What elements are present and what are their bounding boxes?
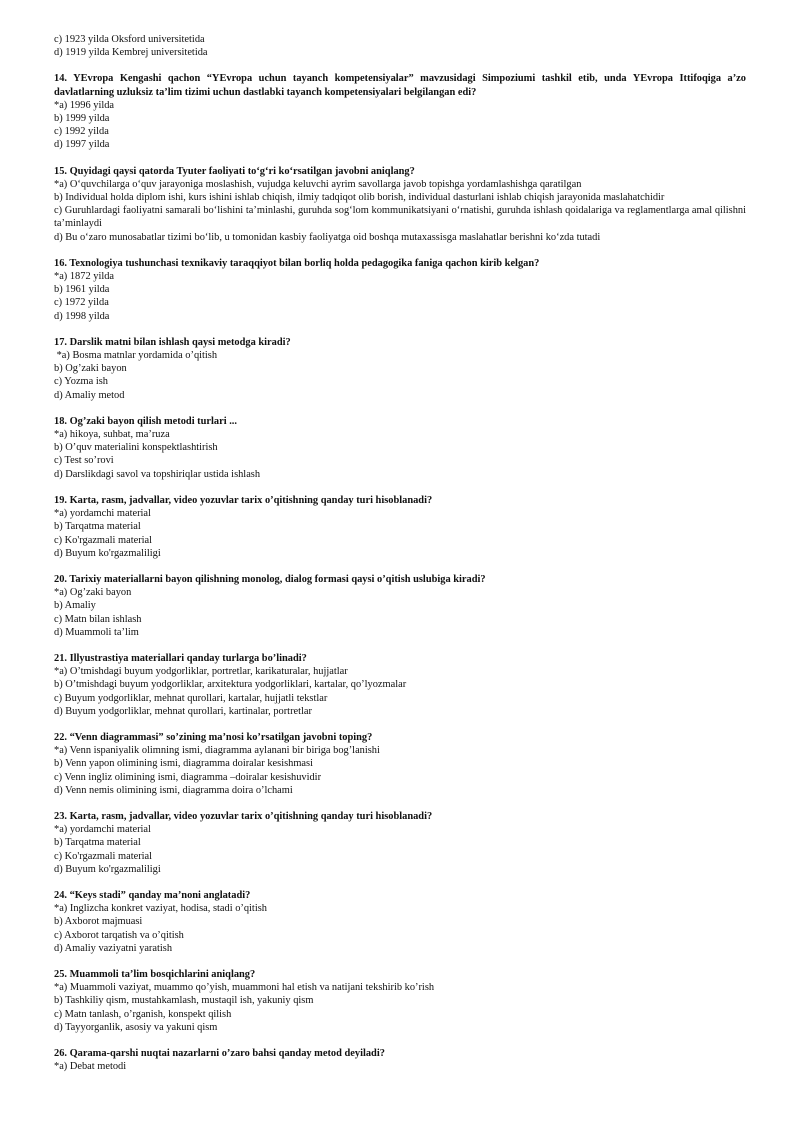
option: c) Yozma ish <box>54 376 108 388</box>
option: b) O’tmishdagi buyum yodgorliklar, arxitektura yodgorliklari, kartalar, qo’lyozmalar <box>54 679 407 691</box>
question-24 <box>54 889 746 955</box>
option: c) 1992 yilda <box>54 126 109 138</box>
question-25 <box>54 968 746 1034</box>
option: b) Axborot majmuasi <box>54 916 143 928</box>
option: *a) Og’zaki bayon <box>54 587 132 599</box>
option: c) Matn tanlash, o’rganish, konspekt qilish <box>54 1008 232 1020</box>
option: d) Tayyorganlik, asosiy va yakuni qism <box>54 1021 218 1033</box>
option: d) 1997 yilda <box>54 139 110 151</box>
question-title: 20. Tarixiy materiallarni bayon qilishning monolog, dialog formasi qaysi o’qitish uslubiga kiradi? <box>54 573 486 585</box>
question-title: 23. Karta, rasm, jadvallar, video yozuvlar tarix o’qitishning qanday turi hisoblanadi? <box>54 810 433 822</box>
option: c) 1923 yilda Oksford universitetida <box>54 34 205 45</box>
option: *a) O‘quvchilarga o‘quv jarayoniga moslashish, vujudga keluvchi ayrim savollarga javob topishga yordamlashishga qaratilgan <box>54 178 582 190</box>
option: *a) yordamchi material <box>54 824 151 836</box>
option: c) Axborot tarqatish va o’qitish <box>54 929 184 941</box>
option: *a) 1996 yilda <box>54 99 115 111</box>
option: c) Buyum yodgorliklar, mehnat qurollari, kartalar, hujjatli tekstlar <box>54 692 328 704</box>
question-title: 25. Muammoli ta’lim bosqichlarini aniqlang? <box>54 968 256 980</box>
question-18 <box>54 415 746 481</box>
option: d) Buyum ko'rgazmaliligi <box>54 547 161 559</box>
option: b) 1999 yilda <box>54 113 110 125</box>
question-title: 22. “Venn diagrammasi” so’zining ma’nosi ko’rsatilgan javobni toping? <box>54 731 373 743</box>
question-title: 24. “Keys stadi” qanday ma’noni anglatadi? <box>54 889 251 901</box>
question-22 <box>54 731 746 797</box>
option: *a) Muammoli vaziyat, muammo qo’yish, muammoni hal etish va natijani tekshirib ko’rish <box>54 982 435 994</box>
option: *a) Venn ispaniyalik olimning ismi, diagramma aylanani bir biriga bog’lanishi <box>54 745 380 757</box>
question-14 <box>54 72 746 151</box>
question-21 <box>54 652 746 718</box>
option: c) Guruhlardagi faoliyatni samarali bo‘lishini ta’minlashi, guruhda sog‘lom kommunikatsiyani o‘rnatishi, guruhda ishlash qoidalariga va reglamentlarga amal qilishni ta’minlaydi <box>54 205 746 230</box>
option: b) Tashkiliy qism, mustahkamlash, mustaqil ish, yakuniy qism <box>54 995 314 1007</box>
question-title: 21. Illyustrastiya materiallari qanday turlarga bo’linadi? <box>54 652 307 664</box>
option: d) Buyum yodgorliklar, mehnat qurollari, kartinalar, portretlar <box>54 705 312 717</box>
question-23 <box>54 810 746 876</box>
option: *a) Bosma matnlar yordamida o’qitish <box>54 350 218 362</box>
option: c) Venn ingliz olimining ismi, diagramma –doiralar kesishuvidir <box>54 771 322 783</box>
option: c) Matn bilan ishlash <box>54 613 142 625</box>
option: d) Amaliy metod <box>54 389 125 401</box>
option: d) Venn nemis olimining ismi, diagramma doira o’lchami <box>54 784 293 796</box>
option: d) Muammoli ta’lim <box>54 626 139 638</box>
option: c) Test so’rovi <box>54 455 114 467</box>
option: b) Tarqatma material <box>54 521 141 533</box>
option: b) 1961 yilda <box>54 284 110 296</box>
question-title: 17. Darslik matni bilan ishlash qaysi metodga kiradi? <box>54 336 291 348</box>
question-26 <box>54 1047 746 1073</box>
question-19 <box>54 494 746 560</box>
question-16 <box>54 257 746 323</box>
option: c) 1972 yilda <box>54 297 109 309</box>
option: d) Darslikdagi savol va topshiriqlar ustida ishlash <box>54 468 261 480</box>
option: *a) Inglizcha konkret vaziyat, hodisa, stadi o’qitish <box>54 903 267 915</box>
option: c) Ko'rgazmali material <box>54 850 153 862</box>
question-15 <box>54 165 746 244</box>
option: b) Og’zaki bayon <box>54 363 127 375</box>
option: b) Individual holda diplom ishi, kurs ishini ishlab chiqish, ilmiy tadqiqot olib borish, individual dasturlani ishlab chiqish jarayonida maslahatchidir <box>54 192 665 204</box>
option: b) O’quv materialini konspektlashtirish <box>54 442 218 454</box>
option: d) Buyum ko'rgazmaliligi <box>54 863 161 875</box>
page-content <box>54 33 746 1073</box>
option: b) Venn yapon olimining ismi, diagramma doiralar kesishmasi <box>54 758 313 770</box>
question-title: 16. Texnologiya tushunchasi texnikaviy taraqqiyot bilan borliq holda pedagogika faniga qachon kirib kelgan? <box>54 257 540 269</box>
question-title: 18. Og’zaki bayon qilish metodi turlari ... <box>54 415 238 427</box>
question-title: 26. Qarama-qarshi nuqtai nazarlarni o’zaro bahsi qanday metod deyiladi? <box>54 1048 385 1059</box>
option: *a) 1872 yilda <box>54 271 115 283</box>
option: *a) Debat metodi <box>54 1061 127 1073</box>
option: d) Bu o‘zaro munosabatlar tizimi bo‘lib, u tomonidan kasbiy faoliyatga oid boshqa mutaxassisga maslahatlar berishni ko‘zda tutadi <box>54 231 601 243</box>
option: *a) O’tmishdagi buyum yodgorliklar, portretlar, karikaturalar, hujjatlar <box>54 666 348 678</box>
option: b) Amaliy <box>54 600 96 612</box>
option: *a) yordamchi material <box>54 508 151 520</box>
question-17 <box>54 336 746 402</box>
question-20 <box>54 573 746 639</box>
question-title: 14. YEvropa Kengashi qachon “YEvropa uchun tayanch kompetensiyalar” mavzusidagi Simpoziumi tashkil etib, unda YEvropa Ittifoqiga a’zo davlatlarning uzluksiz ta’lim tizimi uchun dastlabki tayanch kompetensiyalari belgilangan edi? <box>54 73 746 98</box>
option: d) 1919 yilda Kembrej universitetida <box>54 47 208 59</box>
option: d) 1998 yilda <box>54 310 110 322</box>
option: *a) hikoya, suhbat, ma’ruza <box>54 429 170 441</box>
option: c) Ko'rgazmali material <box>54 534 153 546</box>
leading-options <box>54 33 746 59</box>
option: d) Amaliy vaziyatni yaratish <box>54 942 173 954</box>
option: b) Tarqatma material <box>54 837 141 849</box>
question-title: 19. Karta, rasm, jadvallar, video yozuvlar tarix o’qitishning qanday turi hisoblanadi? <box>54 494 433 506</box>
question-title: 15. Quyidagi qaysi qatorda Tyuter faoliyati to‘g‘ri ko‘rsatilgan javobni aniqlang? <box>54 165 415 177</box>
